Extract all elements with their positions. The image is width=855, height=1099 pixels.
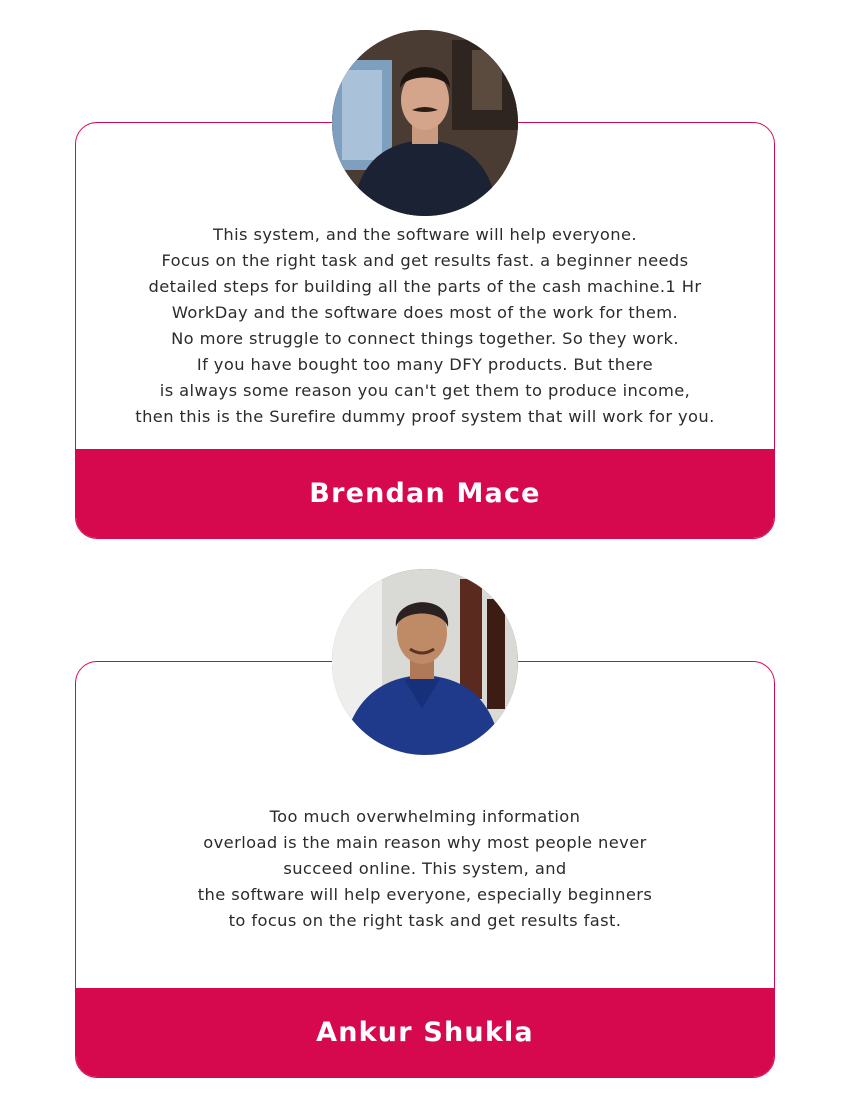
name-banner [76, 988, 774, 1077]
quote-line: WorkDay and the software does most of the work for them. [171, 303, 679, 322]
quote-line: This system, and the software will help everyone. [213, 225, 637, 244]
quote-line: overload is the main reason why most people never [203, 833, 647, 852]
quote-line: then this is the Surefire dummy proof system that will work for you. [135, 407, 715, 426]
quote-line: to focus on the right task and get results fast. [228, 911, 622, 930]
person-photo-icon [332, 569, 518, 755]
name-banner [76, 449, 774, 538]
quote-line: succeed online. This system, and [283, 859, 567, 878]
quote-line: If you have bought too many DFY products. But there [196, 355, 654, 374]
testimonial-author-name: Ankur Shukla [316, 1017, 534, 1048]
quote-line: detailed steps for building all the parts of the cash machine.1 Hr [148, 277, 702, 296]
quote-line: No more struggle to connect things together. So they work. [171, 329, 679, 348]
quote-line: Focus on the right task and get results fast. a beginner needs [161, 251, 689, 270]
avatar [332, 30, 518, 216]
quote-line: Too much overwhelming information [269, 807, 581, 826]
quote-line: is always some reason you can't get them to produce income, [159, 381, 691, 400]
avatar [332, 569, 518, 755]
quote-line: the software will help everyone, especially beginners [197, 885, 653, 904]
testimonial-quote [76, 222, 774, 430]
person-photo-icon [332, 30, 518, 216]
testimonial-author-name: Brendan Mace [309, 478, 541, 509]
testimonial-quote [76, 804, 774, 934]
